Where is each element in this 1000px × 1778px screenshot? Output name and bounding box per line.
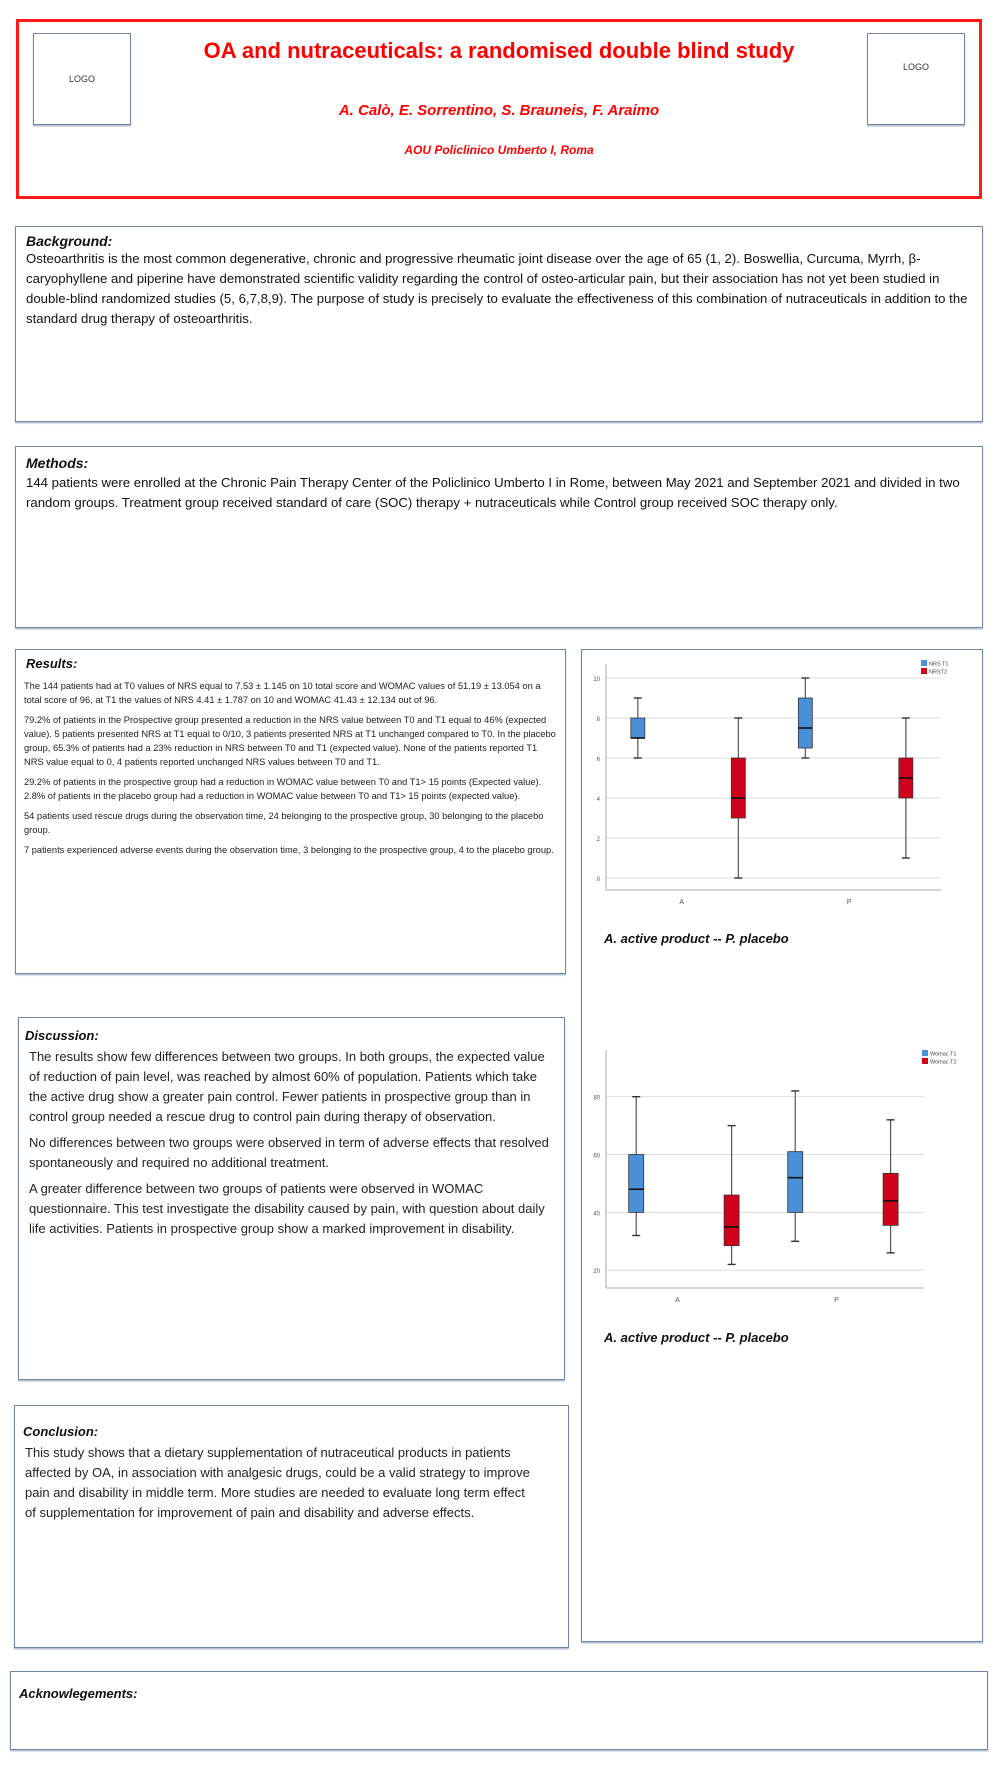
x-tick-label: A bbox=[675, 1297, 680, 1304]
results-paragraph: 7 patients experienced adverse events during the observation time, 3 belonging to the prospective group, 4 to the placebo group. bbox=[24, 845, 554, 855]
legend-swatch bbox=[922, 1050, 928, 1056]
results-paragraph: The 144 patients had at T0 values of NRS equal to 7.53 ± 1.145 on 10 total score and WOMAC values of 51.19 ± 13.054 on a total score of 96, at T1 the values of NRS 4.41 ± 1.787 on 10 and WOMAC 41.43 ± 12.134 out of 96. bbox=[24, 681, 541, 705]
y-tick-label: 8 bbox=[596, 717, 600, 723]
y-tick-label: 2 bbox=[596, 837, 600, 843]
box bbox=[631, 718, 645, 738]
box bbox=[883, 1173, 898, 1225]
conclusion-text: This study shows that a dietary supplementation of nutraceutical products in patients affected by OA, in association with analgesic drugs, could be a valid strategy to improve pain and disability in middle term. More studies are needed to evaluate long term effect of supplementation for improvement of pain and disability and adverse effects. bbox=[25, 1445, 530, 1520]
discussion-section bbox=[18, 1017, 565, 1380]
acknowledgements-heading: Acknowlegements: bbox=[19, 1686, 138, 1701]
legend-swatch bbox=[921, 660, 927, 666]
discussion-heading: Discussion: bbox=[25, 1028, 99, 1043]
womac-boxplot-chart bbox=[582, 1050, 982, 1310]
chart1-caption: A. active product -- P. placebo bbox=[604, 931, 789, 946]
y-tick-label: 6 bbox=[596, 757, 600, 763]
box bbox=[798, 698, 812, 748]
results-heading: Results: bbox=[26, 656, 78, 671]
charts-panel bbox=[581, 649, 983, 1642]
y-tick-label: 40 bbox=[593, 1211, 600, 1218]
legend-swatch bbox=[921, 668, 927, 674]
box bbox=[788, 1152, 803, 1213]
y-tick-label: 4 bbox=[596, 797, 600, 803]
legend-swatch bbox=[922, 1058, 928, 1064]
y-tick-label: 20 bbox=[593, 1269, 600, 1276]
box bbox=[629, 1155, 644, 1213]
box bbox=[731, 758, 745, 818]
y-tick-label: 0 bbox=[596, 877, 600, 883]
legend-label: Womac T2 bbox=[930, 1059, 957, 1066]
authors: A. Calò, E. Sorrentino, S. Brauneis, F. Araimo bbox=[338, 102, 660, 119]
poster-title: OA and nutraceuticals: a randomised double blind study bbox=[203, 38, 795, 63]
y-tick-label: 60 bbox=[593, 1153, 600, 1160]
y-tick-label: 80 bbox=[593, 1095, 600, 1102]
box bbox=[724, 1195, 739, 1246]
logo-left-label: LOGO bbox=[68, 74, 95, 84]
affiliation: AOU Policlinico Umberto I, Roma bbox=[404, 143, 594, 157]
acknowledgements-section bbox=[10, 1671, 988, 1750]
nrs-boxplot-chart bbox=[582, 660, 982, 940]
x-tick-label: P bbox=[834, 1297, 839, 1304]
poster-header bbox=[16, 19, 982, 199]
results-paragraph: 54 patients used rescue drugs during the observation time, 24 belonging to the prospective group, 30 belonging to the placebo group. bbox=[24, 811, 544, 835]
x-tick-label: P bbox=[846, 899, 852, 906]
discussion-paragraph: No differences between two groups were observed in term of adverse effects that resolved spontaneously and required no additional treatment. bbox=[29, 1135, 549, 1170]
legend-label: NRS T1 bbox=[929, 661, 949, 668]
logo-right-label: LOGO bbox=[902, 62, 929, 72]
y-tick-label: 10 bbox=[593, 677, 600, 683]
background-section bbox=[15, 226, 983, 422]
legend-label: Womac T1 bbox=[930, 1051, 957, 1058]
results-section bbox=[15, 649, 566, 974]
discussion-text bbox=[25, 1047, 558, 1239]
conclusion-heading: Conclusion: bbox=[23, 1424, 99, 1439]
results-paragraph: 29.2% of patients in the prospective group had a reduction in WOMAC value between T0 and T1> 15 points (Expected value). 2.8% of patients in the placebo group had a reduction in WOMAC value between T0 and T1> 15 points (expected value). bbox=[24, 777, 542, 801]
results-paragraph: 79.2% of patients in the Prospective group presented a reduction in the NRS value between T0 and T1 equal to 46% (expected value). 5 patients presented NRS at T1 equal to 0/10, 3 patients presented NRS at T1 unchanged compared to T0. In the placebo group, 65.3% of patients had a 23% reduction in NRS between T0 and T1 (expected value). None of the patients reported T1 NRS value equal to 0, 4 patients reported unchanged NRS values between T0 and T1. bbox=[24, 715, 556, 767]
discussion-paragraph: The results show few differences between two groups. In both groups, the expected value of reduction of pain level, was reached by almost 60% of population. Patients which take the active drug show a greater pain control. Fewer patients in prospective group than in control group needed a rescue drug to control pain during therapy of observation. bbox=[29, 1049, 545, 1124]
logo-right bbox=[867, 33, 965, 125]
x-tick-label: A bbox=[679, 899, 685, 906]
methods-heading: Methods: bbox=[26, 455, 89, 471]
results-text bbox=[24, 679, 557, 857]
methods-text: 144 patients were enrolled at the Chronic Pain Therapy Center of the Policlinico Umberto I in Rome, between May 2021 and September 2021 and divided in two random groups. Treatment group received standard of care (SOC) therapy + nutraceuticals while Control group received SOC therapy only. bbox=[26, 475, 960, 510]
methods-section bbox=[15, 446, 983, 628]
conclusion-section bbox=[14, 1405, 569, 1648]
discussion-paragraph: A greater difference between two groups of patients were observed in WOMAC questionnaire. This test investigate the disability caused by pain, with question about daily life activities. Patients in prospective group show a marked improvement in disability. bbox=[29, 1181, 545, 1236]
background-text: Osteoarthritis is the most common degenerative, chronic and progressive rheumatic joint disease over the age of 65 (1, 2). Boswellia, Curcuma, Myrrh, β-caryophyllene and piperine have demonstrated scientific validity regarding the control of osteo-articular pain, but their association has not yet been studied in double-blind randomized studies (5, 6,7,8,9). The purpose of study is precisely to evaluate the effectiveness of this combination of nutraceuticals in addition to the standard drug therapy of osteoarthritis. bbox=[26, 251, 968, 326]
chart2-caption: A. active product -- P. placebo bbox=[604, 1330, 789, 1345]
legend-label: NRST2 bbox=[929, 669, 948, 676]
background-heading: Background: bbox=[26, 233, 113, 249]
